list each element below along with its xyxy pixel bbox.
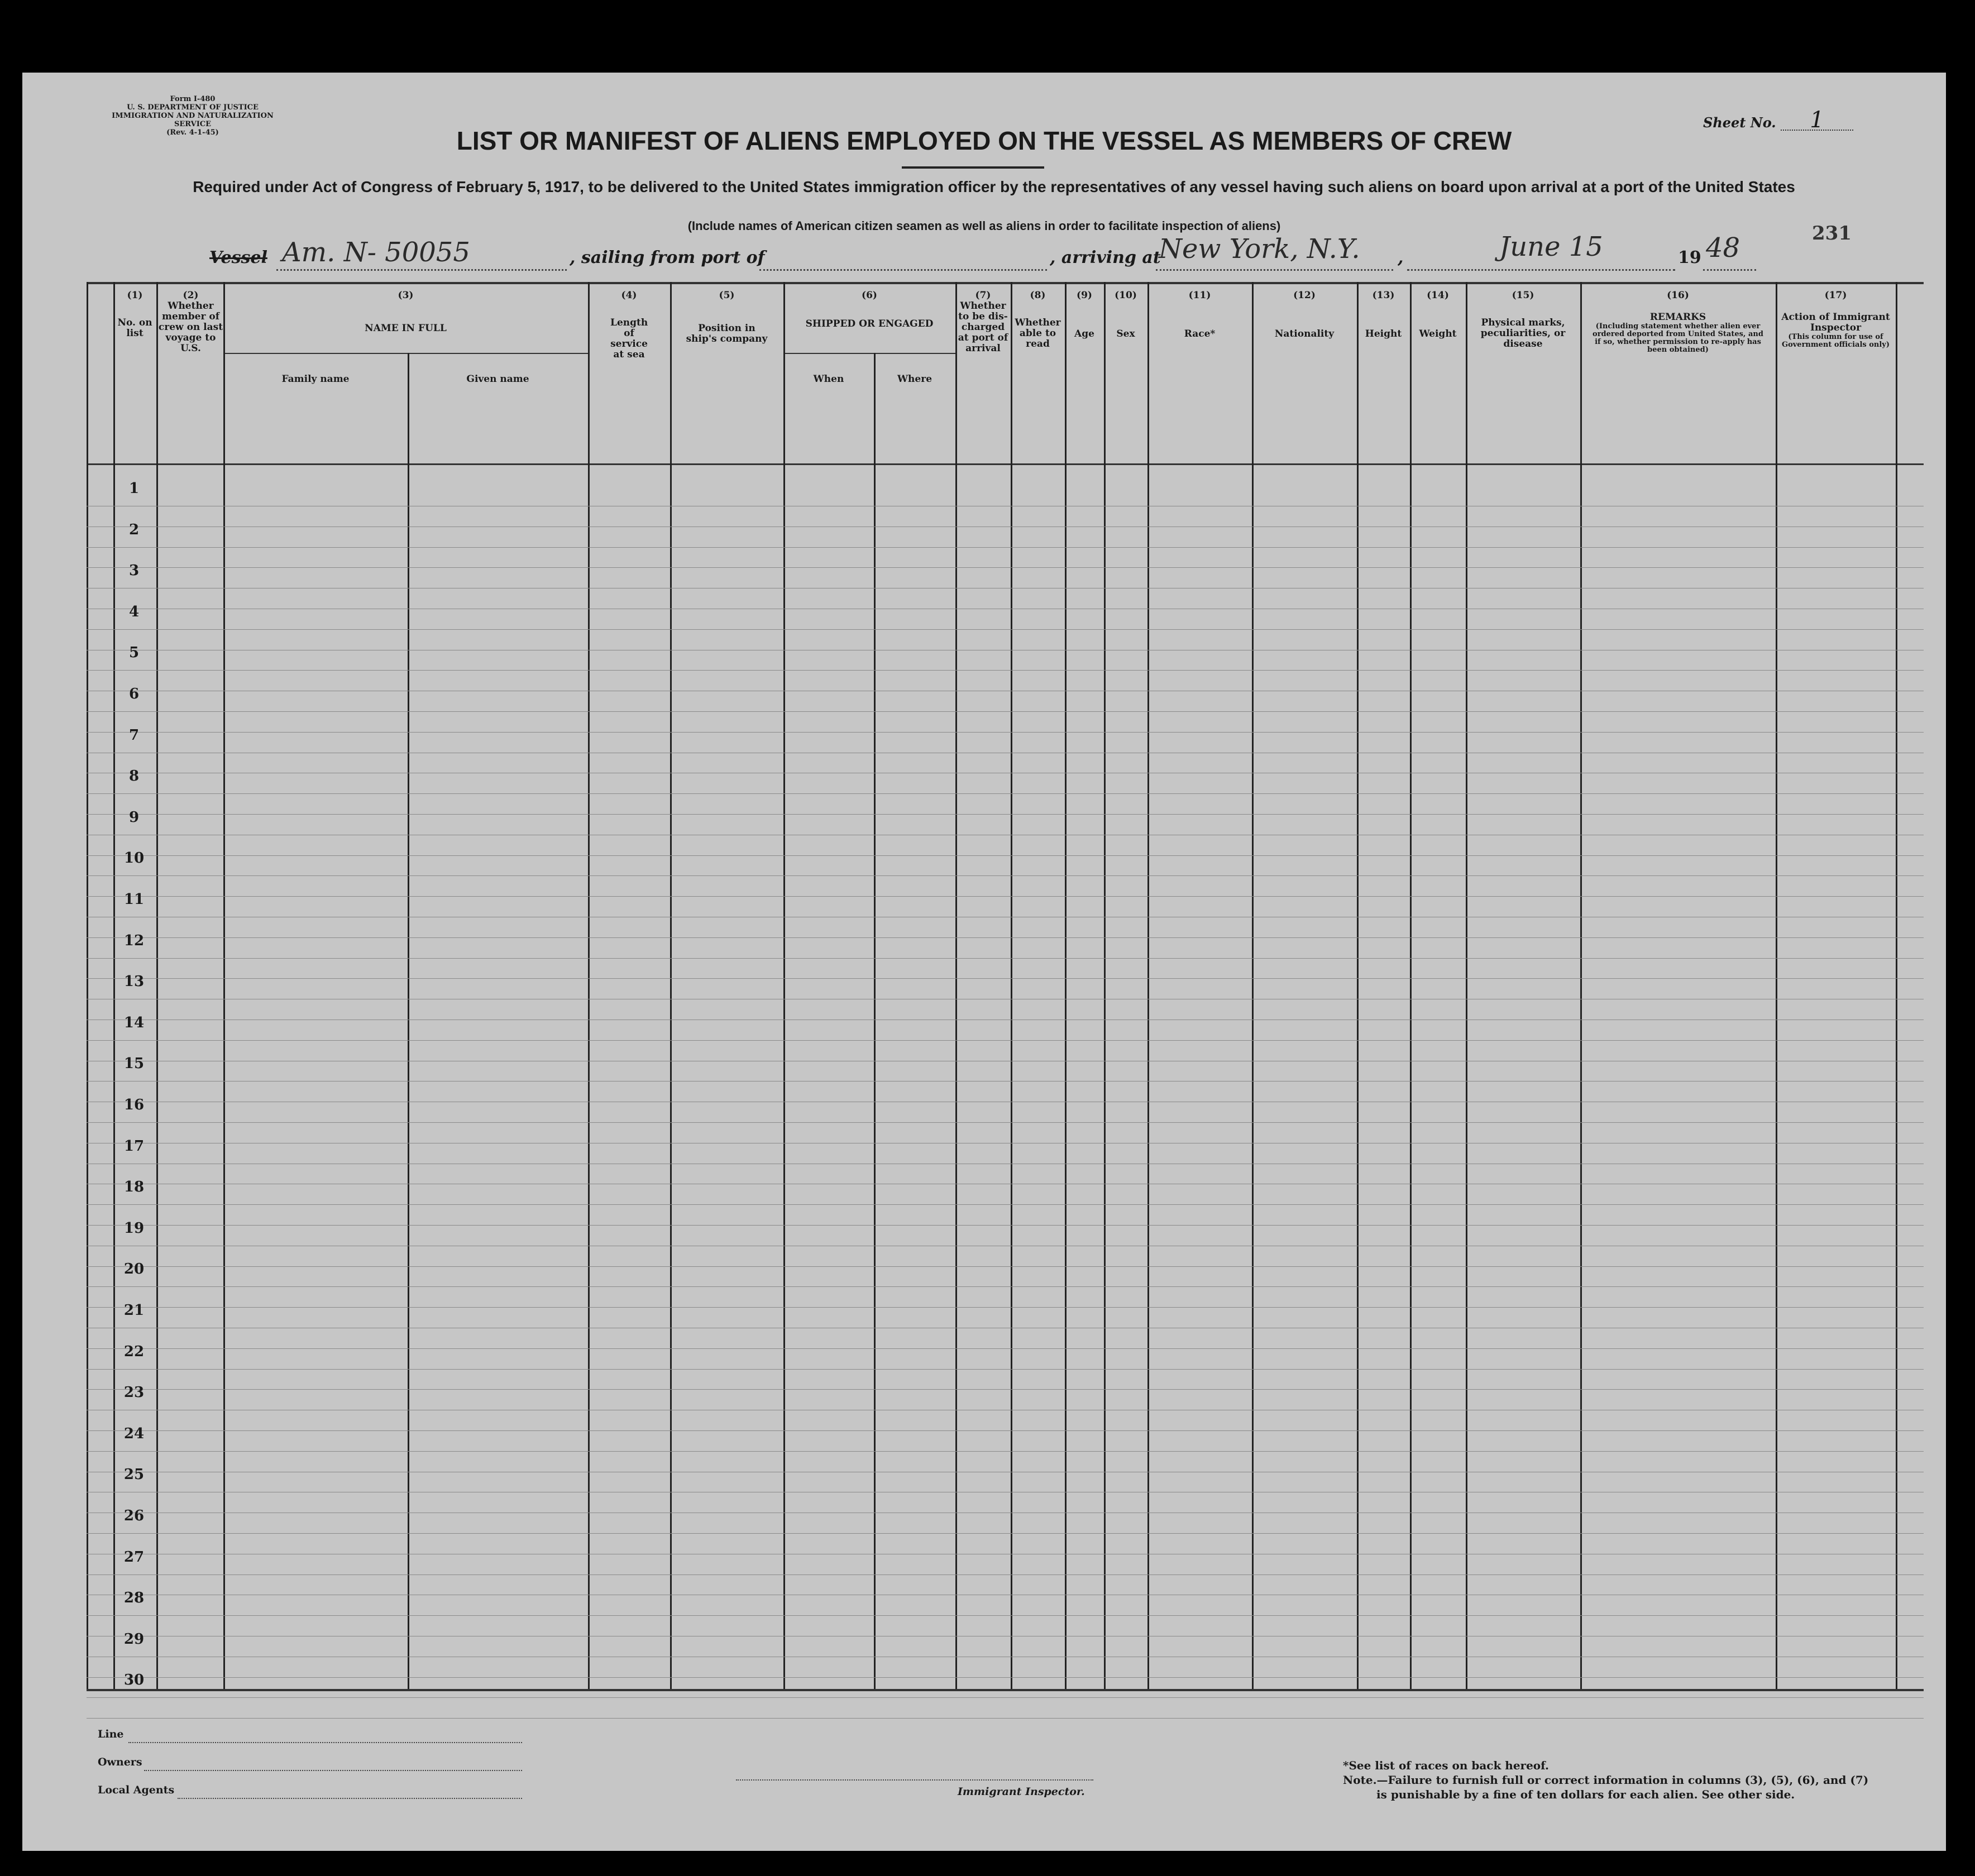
manifest-sheet <box>22 73 1946 1851</box>
row-number: 25 <box>123 1466 145 1483</box>
col13-number: (13) <box>1372 290 1395 301</box>
ruled-line <box>87 958 1924 959</box>
col4-header <box>588 290 670 360</box>
ruled-line <box>87 1533 1924 1534</box>
ruled-line <box>87 1389 1924 1390</box>
row-number: 1 <box>128 480 140 497</box>
row-number: 28 <box>123 1590 145 1607</box>
col1-header <box>113 290 156 339</box>
col5-header <box>670 290 783 344</box>
col3-given-name: Given name <box>466 374 529 385</box>
col6-header <box>783 290 955 329</box>
ruled-line <box>87 1122 1924 1123</box>
stamp-number: 231 <box>1812 222 1852 245</box>
arriving-dotted-line <box>1156 269 1393 271</box>
vessel-label: Vessel <box>209 248 267 267</box>
column-line <box>1065 282 1067 1689</box>
ruled-line <box>87 1718 1924 1719</box>
form-number: Form I-480 <box>170 95 216 103</box>
row-number: 23 <box>123 1384 145 1401</box>
name-subheader-line <box>223 353 588 354</box>
requirement-statement: Required under Act of Congress of February 5, 1917, to be delivered to the United States immigration officer by the representatives of any vessel having such aliens on board upon arrival at a port of the United States <box>193 178 1795 195</box>
title-underline <box>902 166 1044 169</box>
column-line <box>783 282 785 1689</box>
ruled-line <box>87 1697 1924 1698</box>
col2-title: Whether member of crew on last voyage to U.S. <box>158 300 223 354</box>
row-number: 3 <box>128 562 140 580</box>
col16-header <box>1580 290 1776 354</box>
ruled-line <box>87 793 1924 794</box>
col10-title: Sex <box>1116 328 1135 339</box>
page-title: LIST OR MANIFEST OF ALIENS EMPLOYED ON THE VESSEL AS MEMBERS OF CREW <box>456 126 1512 155</box>
row-number: 20 <box>123 1261 145 1278</box>
ruled-line <box>87 978 1924 979</box>
col17-number: (17) <box>1824 290 1847 301</box>
row-number: 2 <box>128 521 140 538</box>
column-line <box>874 353 876 1689</box>
col15-header <box>1466 290 1580 350</box>
ruled-line <box>87 1369 1924 1370</box>
row-number: 17 <box>123 1137 145 1155</box>
ruled-line <box>87 629 1924 630</box>
column-line <box>1357 282 1359 1689</box>
agents-dotted <box>178 1798 522 1799</box>
row-number: 16 <box>123 1097 145 1113</box>
vessel-dotted-line <box>276 269 567 271</box>
col16-number: (16) <box>1667 290 1689 301</box>
col9-header <box>1065 290 1104 339</box>
column-line <box>1580 282 1582 1689</box>
row-number: 6 <box>128 686 140 702</box>
ruled-line <box>87 1225 1924 1226</box>
column-line <box>1466 282 1467 1689</box>
col13-title: Height <box>1365 328 1402 339</box>
ruled-line <box>87 670 1924 671</box>
col2-number: (2) <box>183 290 199 301</box>
sheet-number-value: 1 <box>1781 111 1853 131</box>
ruled-line <box>87 1451 1924 1452</box>
shipped-subheader-line <box>783 353 955 354</box>
column-line <box>1896 282 1897 1689</box>
column-line <box>223 282 225 1689</box>
col1-number: (1) <box>127 290 143 301</box>
row-number: 11 <box>123 891 145 908</box>
penalty-note-line1: Note.—Failure to furnish full or correct information in columns (3), (5), (6), and (7) <box>1343 1773 1869 1787</box>
row-number: 13 <box>123 973 145 990</box>
col9-title: Age <box>1074 328 1094 339</box>
col14-number: (14) <box>1427 290 1449 301</box>
ruled-line <box>87 1574 1924 1575</box>
ruled-line <box>87 732 1924 733</box>
col14-title: Weight <box>1419 328 1457 339</box>
row-number: 30 <box>123 1672 145 1689</box>
year-prefix: 19 <box>1678 248 1701 267</box>
inspector-signature-line <box>736 1779 1093 1781</box>
col3-header <box>223 290 588 334</box>
vessel-line <box>209 231 1829 280</box>
col3-number: (3) <box>398 290 414 301</box>
ruled-line <box>87 1266 1924 1267</box>
ruled-line <box>87 567 1924 568</box>
row-number: 15 <box>123 1055 145 1073</box>
col8-number: (8) <box>1030 290 1046 301</box>
col9-number: (9) <box>1077 290 1092 301</box>
col6-title: SHIPPED OR ENGAGED <box>805 318 934 329</box>
col1-title: No. on list <box>117 317 152 339</box>
row-number: 24 <box>123 1425 145 1442</box>
col16-note: (Including statement whether alien ever ordered deported from United States, and if so, whether permission to re-apply has been obtained) <box>1593 322 1763 354</box>
service-name: IMMIGRATION AND NATURALIZATION SERVICE <box>112 112 274 128</box>
year-suffix: 48 <box>1706 232 1740 264</box>
row-number: 12 <box>123 932 145 949</box>
table-top-border <box>87 282 1924 284</box>
sheet-number-label: Sheet No. <box>1703 114 1776 131</box>
row-number: 5 <box>128 644 140 662</box>
column-line <box>1410 282 1412 1689</box>
col3-family-name: Family name <box>281 374 350 385</box>
ruled-line <box>87 547 1924 548</box>
col7-header <box>955 290 1011 354</box>
col10-number: (10) <box>1115 290 1137 301</box>
date-separator: , <box>1398 248 1404 267</box>
col14-header <box>1410 290 1466 339</box>
column-line <box>156 282 158 1689</box>
col4-title: Length of service at sea <box>610 317 648 360</box>
col6-where: Where <box>897 374 932 385</box>
ruled-line <box>87 1615 1924 1616</box>
col12-number: (12) <box>1293 290 1316 301</box>
ruled-line <box>87 711 1924 712</box>
col16-title: REMARKS <box>1649 312 1706 323</box>
sailing-label: , sailing from port of <box>570 248 765 267</box>
row-number: 27 <box>123 1548 145 1566</box>
col3-title: NAME IN FULL <box>365 323 447 334</box>
races-note: *See list of races on back hereof. <box>1343 1759 1550 1772</box>
ruled-line <box>87 1348 1924 1349</box>
row-number: 22 <box>123 1343 145 1360</box>
col10-header <box>1104 290 1147 339</box>
column-line <box>1776 282 1777 1689</box>
col11-title: Race* <box>1184 328 1216 339</box>
owners-dotted <box>144 1770 522 1771</box>
sailing-dotted-line <box>759 269 1047 271</box>
col11-number: (11) <box>1188 290 1211 301</box>
penalty-note-line2: is punishable by a fine of ten dollars for each alien. See other side. <box>1376 1788 1795 1801</box>
vessel-name: Am. N- 50055 <box>282 237 470 268</box>
include-note: (Include names of American citizen seamen as well as aliens in order to facilitate inspection of aliens) <box>687 219 1281 233</box>
column-line <box>1252 282 1254 1689</box>
immigrant-inspector-label: Immigrant Inspector. <box>958 1786 1085 1798</box>
ruled-line <box>87 1204 1924 1205</box>
ruled-line <box>87 1677 1924 1678</box>
department-name: U. S. DEPARTMENT OF JUSTICE <box>127 103 259 112</box>
year-dotted-line <box>1703 269 1756 271</box>
col17-title: Action of Immigrant Inspector <box>1781 312 1890 333</box>
column-line <box>408 353 409 1689</box>
column-line <box>670 282 672 1689</box>
row-number: 7 <box>128 726 140 744</box>
col5-title: Position in ship's company <box>686 323 768 344</box>
arrival-date: June 15 <box>1499 231 1603 262</box>
col7-number: (7) <box>975 290 991 301</box>
ruled-line <box>87 1286 1924 1287</box>
col6-when: When <box>813 374 844 385</box>
row-number: 4 <box>128 603 140 620</box>
col2-header <box>158 290 223 354</box>
arriving-label: , arriving at <box>1050 248 1161 267</box>
ruled-line <box>87 814 1924 815</box>
col8-header <box>1011 290 1065 350</box>
ruled-line <box>87 896 1924 897</box>
col12-header <box>1252 290 1357 339</box>
line-label: Line <box>98 1728 124 1740</box>
col17-header <box>1776 290 1896 349</box>
col12-title: Nationality <box>1274 328 1335 339</box>
table-bottom-border <box>87 1689 1924 1691</box>
date-dotted-line <box>1407 269 1675 271</box>
col17-note: (This column for use of Government officials only) <box>1781 333 1890 349</box>
column-line <box>588 282 590 1689</box>
column-line <box>87 282 88 1689</box>
arrival-port: New York, N.Y. <box>1159 233 1360 265</box>
row-number: 9 <box>128 808 140 826</box>
header-bottom-border <box>87 463 1924 465</box>
ruled-line <box>87 1430 1924 1431</box>
row-number: 21 <box>123 1302 145 1319</box>
column-line <box>955 282 957 1689</box>
ruled-line <box>87 937 1924 938</box>
ruled-line <box>87 1040 1924 1041</box>
row-number: 29 <box>123 1630 145 1648</box>
ruled-line <box>87 1307 1924 1308</box>
revision-date: (Rev. 4-1-45) <box>166 128 219 137</box>
row-number: 14 <box>123 1014 145 1031</box>
col8-title: Whether able to read <box>1015 317 1061 350</box>
owners-label: Owners <box>98 1756 142 1768</box>
column-line <box>1147 282 1149 1689</box>
col15-number: (15) <box>1512 290 1534 301</box>
row-number: 18 <box>123 1179 145 1196</box>
line-dotted <box>128 1742 522 1743</box>
col5-number: (5) <box>719 290 735 301</box>
col4-number: (4) <box>621 290 637 301</box>
col6-number: (6) <box>862 290 877 301</box>
col13-header <box>1357 290 1410 339</box>
local-agents-label: Local Agents <box>98 1784 175 1796</box>
row-number: 8 <box>128 768 140 785</box>
column-line <box>1104 282 1106 1689</box>
column-line <box>1011 282 1012 1689</box>
ruled-line <box>87 855 1924 856</box>
row-number: 10 <box>123 850 145 867</box>
manifest-table <box>87 282 1924 1689</box>
col11-header <box>1147 290 1252 339</box>
ruled-line <box>87 875 1924 876</box>
col7-title: Whether to be dis-charged at port of arrival <box>958 300 1008 354</box>
row-number: 19 <box>123 1219 145 1237</box>
col15-title: Physical marks, peculiarities, or disease <box>1480 317 1566 350</box>
row-number: 26 <box>123 1508 145 1524</box>
